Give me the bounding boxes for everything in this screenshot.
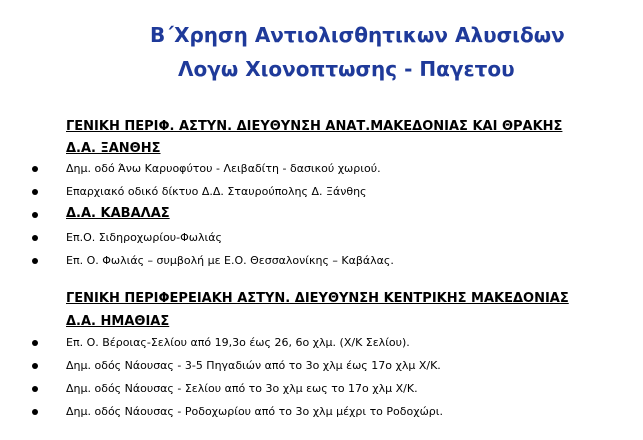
list-bullet (32, 340, 38, 346)
list-bullet (32, 258, 38, 264)
group-heading-kavala: Δ.Α. ΚΑΒΑΛΑΣ (66, 206, 170, 221)
list-bullet (32, 189, 38, 195)
list-item: Δημ. οδός Νάουσας - Ροδοχωρίου από το 3ο χλμ μέχρι το Ροδοχώρι. (66, 405, 444, 418)
list-bullet (32, 409, 38, 415)
document-title-line-1: Β΄Χρηση Αντιολισθητικων Αλυσιδων (150, 23, 565, 47)
list-item: Επ. Ο. Βέροιας-Σελίου από 19,3ο έως 26, 6ο χλμ. (Χ/Κ Σελίου). (66, 336, 410, 349)
list-bullet (32, 235, 38, 241)
list-item: Επ. Ο. Φωλιάς – συμβολή με Ε.Ο. Θεσσαλονίκης – Καβάλας. (66, 254, 394, 267)
list-bullet (32, 363, 38, 369)
document-title-line-2: Λογω Χιονοπτωσης - Παγετου (178, 57, 515, 81)
list-item: Δημ. οδό Άνω Καρυοφύτου - Λειβαδίτη - δασικού χωριού. (66, 162, 381, 175)
list-item: Δημ. οδός Νάουσας - Σελίου από το 3ο χλμ εως το 17ο χλμ Χ/Κ. (66, 382, 418, 395)
group-heading-imathia: Δ.Α. ΗΜΑΘΙΑΣ (66, 314, 170, 329)
group-heading-xanthi: Δ.Α. ΞΑΝΘΗΣ (66, 141, 161, 156)
list-bullet (32, 386, 38, 392)
list-bullet (32, 166, 38, 172)
section-heading-kentriki-makedonia: ΓΕΝΙΚΗ ΠΕΡΙΦΕΡΕΙΑΚΗ ΑΣΤΥΝ. ΔΙΕΥΘΥΝΣΗ ΚΕΝΤΡΙΚΗΣ ΜΑΚΕΔΟΝΙΑΣ (66, 291, 569, 306)
list-item: Επαρχιακό οδικό δίκτυο Δ.Δ. Σταυρούπολης Δ. Ξάνθης (66, 185, 367, 198)
list-bullet (32, 212, 38, 218)
list-item: Επ.Ο. Σιδηροχωρίου-Φωλιάς (66, 231, 222, 244)
section-heading-anatoliki-makedonia: ΓΕΝΙΚΗ ΠΕΡΙΦ. ΑΣΤΥΝ. ΔΙΕΥΘΥΝΣΗ ΑΝΑΤ.ΜΑΚΕΔΟΝΙΑΣ ΚΑΙ ΘΡΑΚΗΣ (66, 119, 563, 134)
list-item: Δημ. οδός Νάουσας - 3-5 Πηγαδιών από το 3ο χλμ έως 17ο χλμ Χ/Κ. (66, 359, 441, 372)
